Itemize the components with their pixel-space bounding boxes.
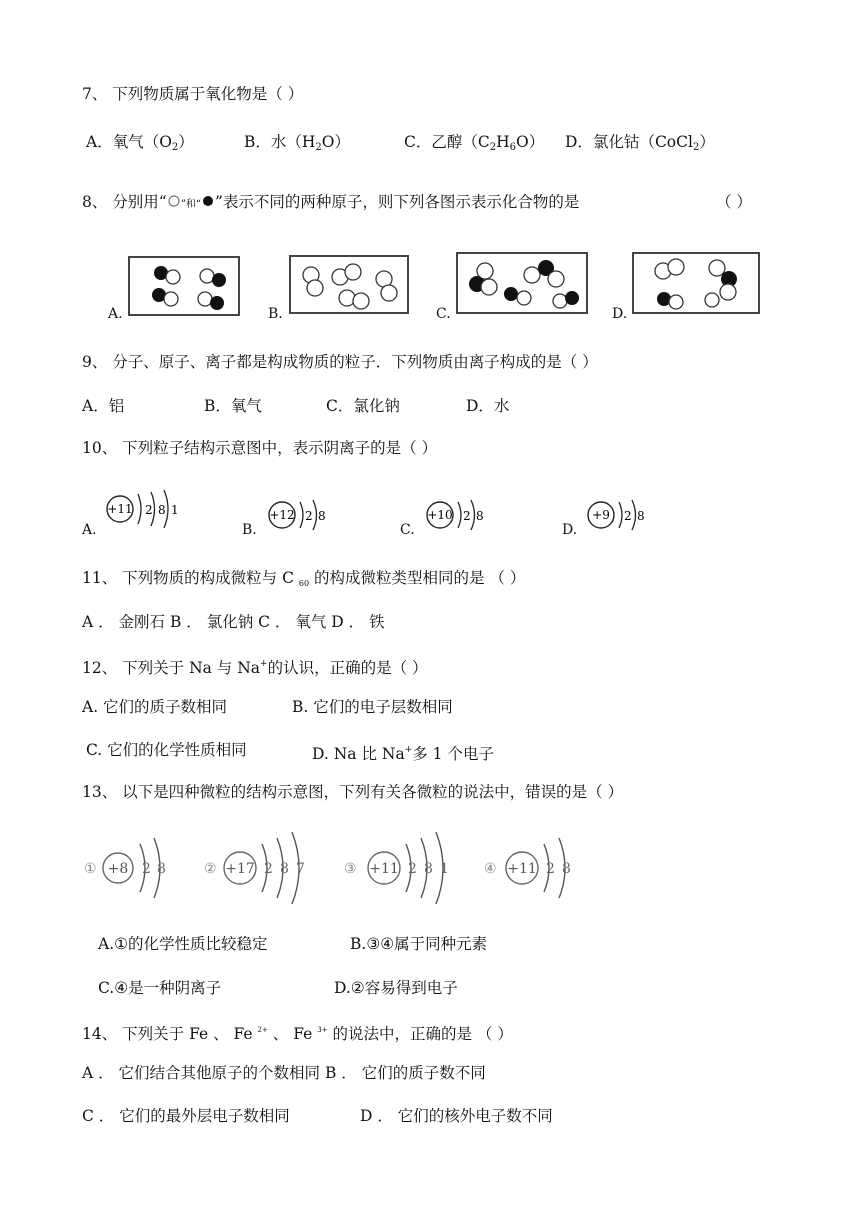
q10-b-shell-2: 8 [318,509,326,523]
q13-1-shell-2: 8 [157,861,166,877]
q8-figure-c [456,252,588,314]
q12-option-d: D. Na 比 Na+多 1 个电子 [312,745,494,763]
white-atom-icon [167,195,181,207]
q13-stem: 13、 以下是四种微粒的结构示意图，下列有关各微粒的说法中，错误的是（ ） [82,783,624,801]
q8-figure-a-atoms [130,258,238,314]
q13-3-shell-1: 2 [408,861,417,877]
q9-option-c: C．氯化钠 [326,397,400,415]
q8-stem: 8、 分别用“ ”和“ ”表示不同的两种原子，则下列各图示表示化合物的是 [82,193,580,211]
q10-a-shell-1: 2 [145,503,153,517]
q8-label-c: C. [436,306,451,322]
q10-diagram-b [267,496,337,536]
q12-option-c: C. 它们的化学性质相同 [86,741,247,759]
q10-d-shell-2: 8 [637,509,645,523]
q10-b-nucleus: +12 [269,508,295,522]
q10-label-c: C. [400,522,415,538]
q9-option-b: B．氧气 [204,397,262,415]
q9-option-a: A．铝 [82,397,125,415]
q13-3-number: ③ [344,861,357,877]
q13-4-shell-2: 8 [562,861,571,877]
q13-4-nucleus: +11 [507,861,537,877]
q8-figure-d [632,252,760,314]
black-atom-icon [201,195,215,207]
q10-label-d: D. [562,522,578,538]
q13-1-number: ① [84,861,97,877]
q10-c-shell-1: 2 [463,509,471,523]
q10-b-shell-1: 2 [305,509,313,523]
q8-figure-d-atoms [634,254,758,312]
q13-2-shell-1: 2 [264,861,273,877]
q11-options: A ． 金刚石 B ． 氯化钠 C ． 氧气 D ． 铁 [82,613,385,631]
q10-d-nucleus: +9 [592,508,610,522]
q7-option-d: D．氯化钴（CoCl$_2$） [565,133,715,153]
q10-a-shell-2: 8 [158,503,166,517]
q12-stem: 12、 下列关于 Na 与 Na+的认识，正确的是（ ） [82,659,428,677]
q13-1-nucleus: +8 [107,861,129,877]
q9-option-d: D．水 [466,397,510,415]
q13-1-shell-1: 2 [142,861,151,877]
q8-answer-paren: （ ） [716,193,752,211]
q13-4-number: ④ [484,861,497,877]
q13-3-nucleus: +11 [369,861,399,877]
q11-stem: 11、 下列物质的构成微粒与 C $_{60}$ 的构成微粒类型相同的是 （ ） [82,569,526,588]
q13-diagram-2 [204,828,316,904]
q13-option-b: B.③④属于同种元素 [350,935,488,953]
q9-stem: 9、 分子、原子、离子都是构成物质的粒子．下列物质由离子构成的是（ ） [82,353,598,371]
q8-figure-b-atoms [291,257,407,312]
q7-stem: 7、 下列物质属于氧化物是（ ） [82,85,304,103]
q13-option-d: D.②容易得到电子 [334,979,458,997]
q10-c-shell-2: 8 [476,509,484,523]
q10-a-nucleus: +11 [107,502,133,516]
q7-option-a: A．氧气$(O_2)$ [86,133,194,153]
q13-2-shell-2: 8 [280,861,289,877]
q7-option-c: C．乙醇$(C_2H_6O)$ [404,133,545,153]
q13-3-shell-2: 8 [424,861,433,877]
q8-figure-a [128,256,240,316]
q13-2-shell-3: 7 [296,861,305,877]
q8-figure-b [289,255,409,314]
q10-label-b: B. [242,522,257,538]
q14-option-ab: A ． 它们结合其他原子的个数相同 B ． 它们的质子数不同 [82,1064,486,1082]
q8-label-d: D. [612,306,628,322]
q12-option-a: A. 它们的质子数相同 [82,698,228,716]
q10-diagram-d [586,496,656,536]
q8-label-b: B. [268,306,283,322]
q13-4-shell-1: 2 [546,861,555,877]
q13-3-shell-3: 1 [440,861,449,877]
q12-option-b: B. 它们的电子层数相同 [292,698,453,716]
q14-option-d: D ． 它们的核外电子数不同 [360,1107,553,1125]
q10-stem: 10、 下列粒子结构示意图中，表示阴离子的是（ ） [82,439,438,457]
q7-option-b: B．水$(H_2O)$ [244,133,351,153]
q13-2-number: ② [204,861,217,877]
q10-diagram-c [425,496,495,536]
q8-figure-c-atoms [458,254,586,312]
q10-a-shell-3: 1 [171,503,179,517]
q13-2-nucleus: +17 [225,861,255,877]
q13-option-c: C.④是一种阴离子 [98,979,222,997]
q13-diagram-4 [484,828,584,904]
q10-d-shell-1: 2 [624,509,632,523]
q10-c-nucleus: +10 [427,508,453,522]
q13-diagram-1 [84,828,174,904]
q13-option-a: A.①的化学性质比较稳定 [98,935,268,953]
q8-label-a: A. [108,306,123,322]
q14-option-c: C ． 它们的最外层电子数相同 [82,1107,290,1125]
q10-diagram-a [105,488,185,532]
q13-diagram-3 [344,828,456,904]
q10-label-a: A. [82,522,97,538]
q14-stem: 14、 下列关于 Fe 、 Fe $^{2+}$ 、 Fe $^{3+}$ 的说法中，正确的是 （ ） [82,1025,513,1043]
